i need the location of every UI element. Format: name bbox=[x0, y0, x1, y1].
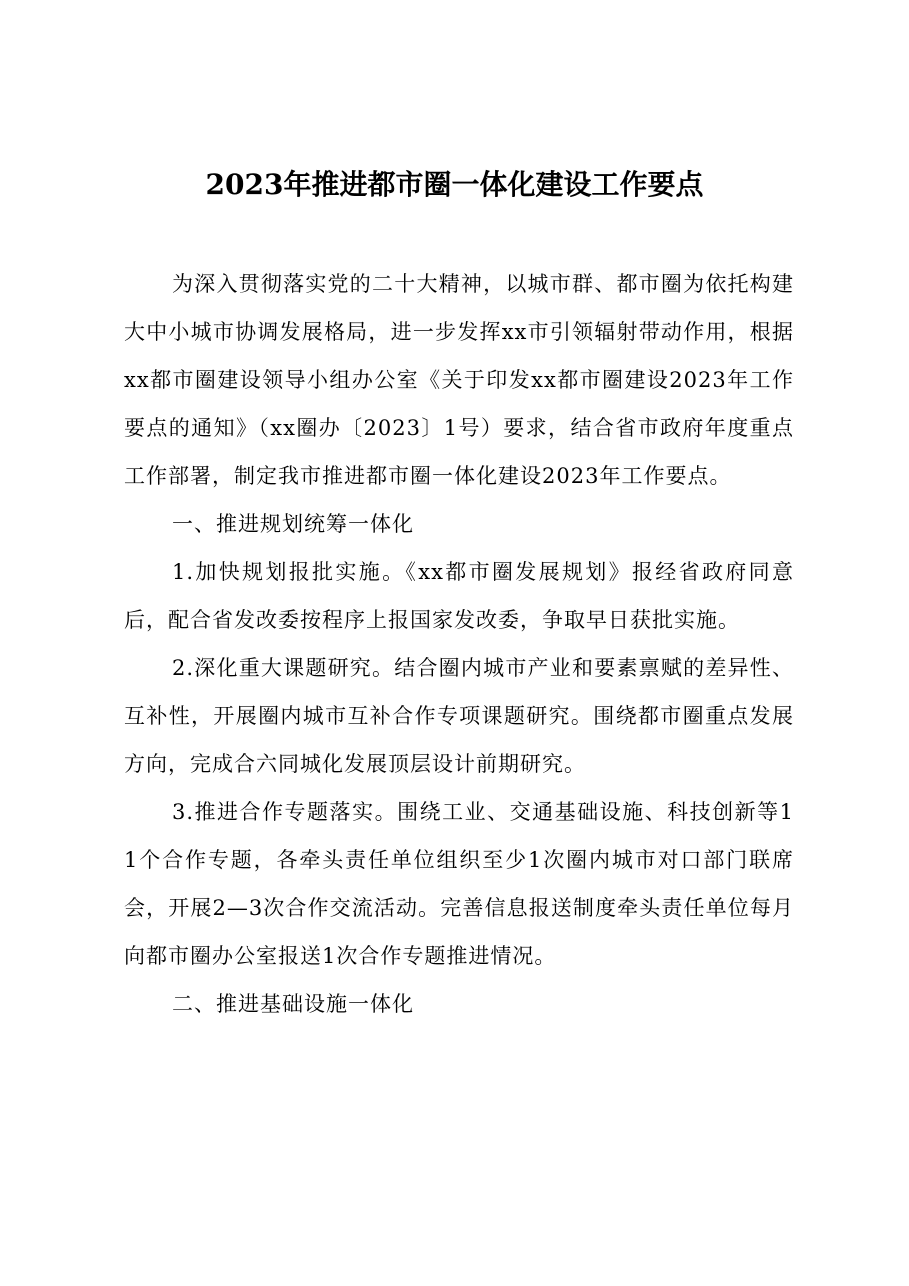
item-paragraph-2: 2.深化重大课题研究。结合圈内城市产业和要素禀赋的差异性、互补性，开展圈内城市互补合作专项课题研究。围绕都市圈重点发展方向，完成合六同城化发展顶层设计前期研究。 bbox=[124, 656, 794, 776]
section-heading-2: 二、推进基础设施一体化 bbox=[172, 992, 414, 1016]
document-body bbox=[124, 260, 794, 1028]
section-heading-1: 一、推进规划统筹一体化 bbox=[172, 512, 414, 536]
item-paragraph-3: 3.推进合作专题落实。围绕工业、交通基础设施、科技创新等11个合作专题，各牵头责任单位组织至少1次圈内城市对口部门联席会，开展2—3次合作交流活动。完善信息报送制度牵头责任单位每月向都市圈办公室报送1次合作专题推进情况。 bbox=[124, 800, 794, 968]
intro-paragraph: 为深入贯彻落实党的二十大精神，以城市群、都市圈为依托构建大中小城市协调发展格局，进一步发挥xx市引领辐射带动作用，根据xx都市圈建设领导小组办公室《关于印发xx都市圈建设2023年工作要点的通知》（xx圈办〔2023〕1号）要求，结合省市政府年度重点工作部署，制定我市推进都市圈一体化建设2023年工作要点。 bbox=[124, 272, 794, 488]
document-title: 2023年推进都市圈一体化建设工作要点 bbox=[205, 168, 704, 201]
item-paragraph-1: 1.加快规划报批实施。《xx都市圈发展规划》报经省政府同意后，配合省发改委按程序上报国家发改委，争取早日获批实施。 bbox=[124, 560, 794, 632]
